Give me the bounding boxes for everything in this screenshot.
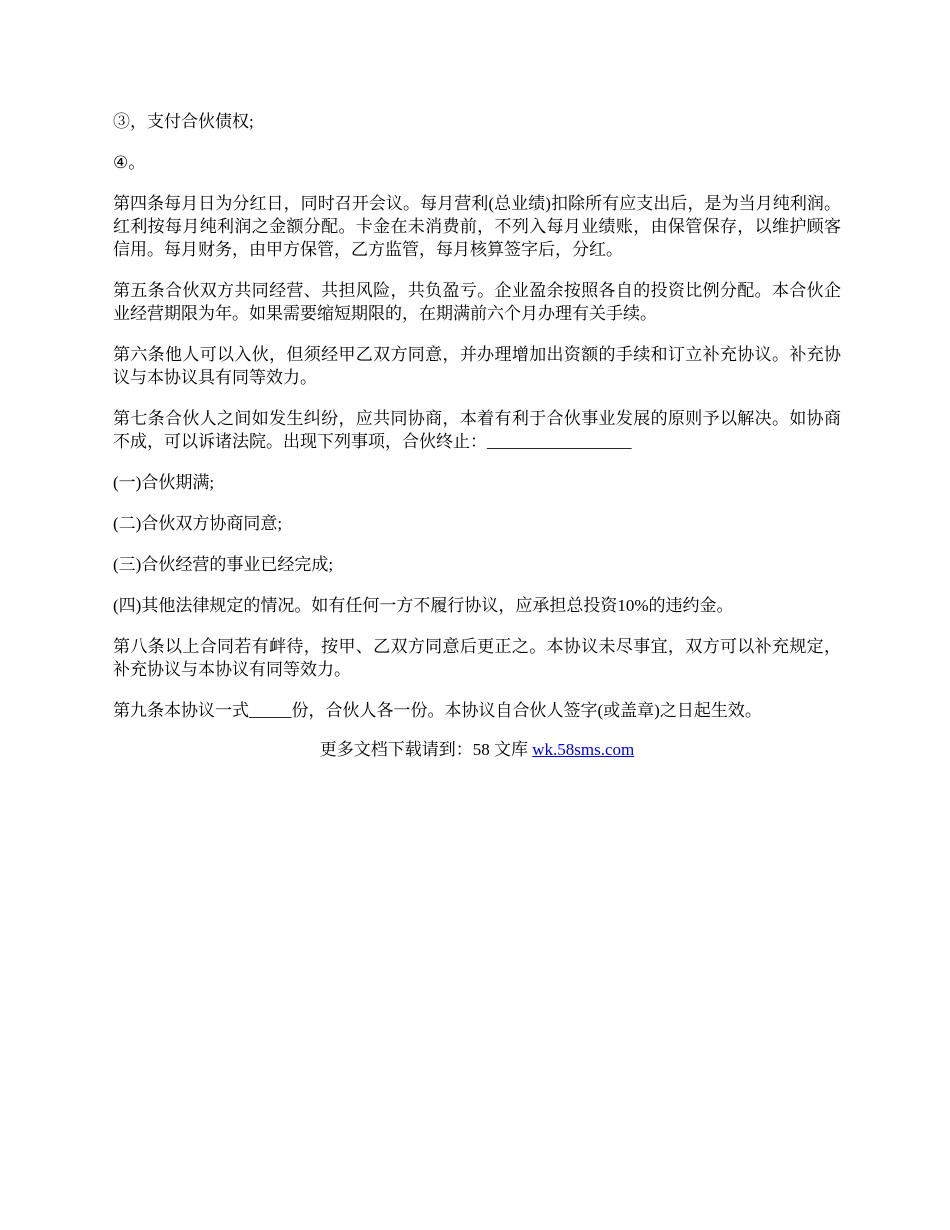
article-9: 第九条本协议一式_____份，合伙人各一份。本协议自合伙人签字(或盖章)之日起生效。 bbox=[113, 701, 762, 720]
termination-item-1: (一)合伙期满; bbox=[113, 473, 215, 492]
paragraph-item-4: ④。 bbox=[113, 153, 146, 172]
article-4: 第四条每月日为分红日，同时召开会议。每月营利(总业绩)扣除所有应支出后，是为当月纯利润。红利按每月纯利润之金额分配。卡金在未消费前，不列入每月业绩账，由保管保存，以维护顾客信用。每月财务，由甲方保管，乙方监管，每月核算签字后，分红。 bbox=[113, 194, 841, 259]
termination-item-3: (三)合伙经营的事业已经完成; bbox=[113, 555, 334, 574]
article-8: 第八条以上合同若有衅待，按甲、乙双方同意后更正之。本协议未尽事宜，双方可以补充规定，补充协议与本协议有同等效力。 bbox=[113, 637, 841, 679]
article-7: 第七条合伙人之间如发生纠纷，应共同协商，本着有利于合伙事业发展的原则予以解决。如协商不成，可以诉诸法院。出现下列事项，合伙终止：_________________ bbox=[113, 409, 841, 451]
termination-item-4: (四)其他法律规定的情况。如有任何一方不履行协议，应承担总投资10%的违约金。 bbox=[113, 596, 734, 615]
article-5: 第五条合伙双方共同经营、共担风险，共负盈亏。企业盈余按照各自的投资比例分配。本合伙企业经营期限为年。如果需要缩短期限的，在期满前六个月办理有关手续。 bbox=[113, 281, 841, 323]
termination-item-2: (二)合伙双方协商同意; bbox=[113, 514, 283, 533]
paragraph-item-3: ③，支付合伙债权; bbox=[113, 112, 254, 131]
footer-text: 更多文档下载请到：58 文库 bbox=[319, 740, 533, 759]
download-footer bbox=[113, 738, 841, 761]
article-6: 第六条他人可以入伙，但须经甲乙双方同意，并办理增加出资额的手续和订立补充协议。补充协议与本协议具有同等效力。 bbox=[113, 345, 841, 387]
footer-link[interactable]: wk.58sms.com bbox=[532, 740, 635, 759]
document-body bbox=[113, 110, 841, 761]
